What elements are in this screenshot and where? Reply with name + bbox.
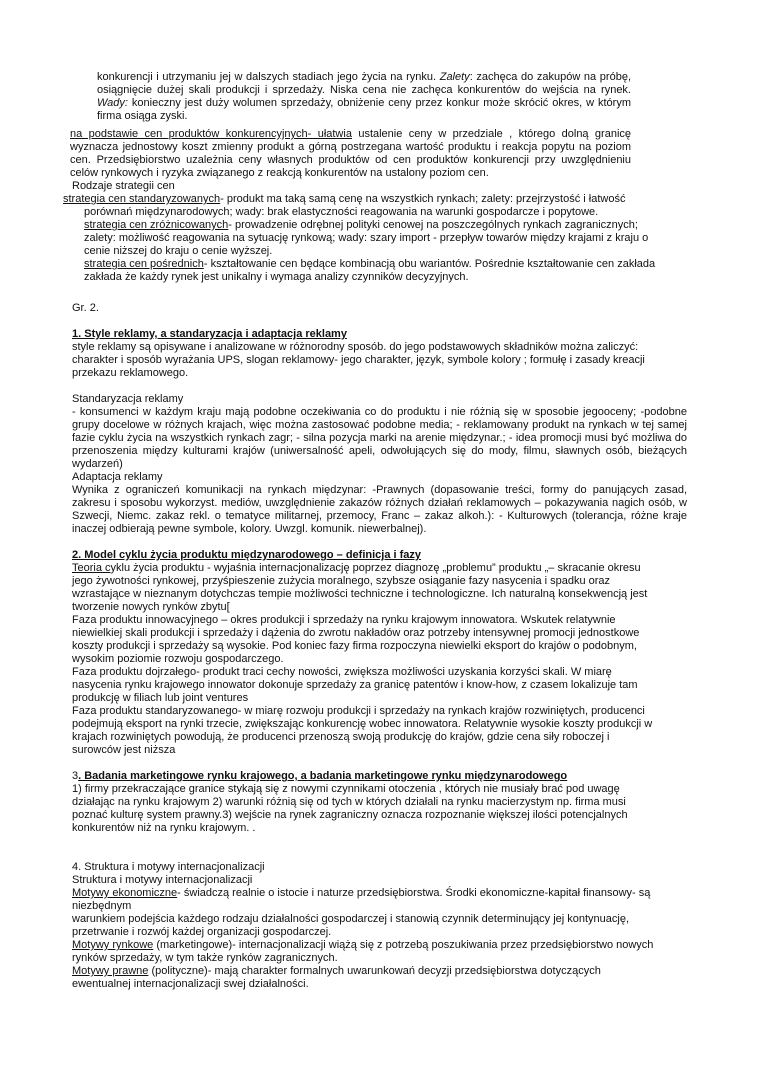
- strategy-types-heading: Rodzaje strategii cen: [72, 180, 175, 192]
- competitor-pricing-term: na podstawie cen produktów konkurencyjnych- ułatwia: [70, 128, 352, 140]
- group-label: Gr. 2.: [72, 302, 99, 314]
- strategy-term: strategia cen standaryzowanych: [63, 193, 221, 205]
- standardized-phase: Faza produktu standaryzowanego- w miarę rozwoju produkcji i sprzedaży na rynkach krajów rozwiniętych, producenci podejmują eksport na rynki trzecie, zwiększając konkurencję wobec innowatora. Relatywnie wysokie koszty produkcji w krajach rozwiniętych powodują, że producenci przenoszą swoją produkcję do krajów, gdzie cena siły roboczej i surowców jest niższa: [72, 705, 653, 756]
- section-2-heading: 2. Model cyklu życia produktu międzynarodowego – definicja i fazy: [72, 549, 422, 561]
- market-motives: Motywy rynkowe (marketingowe)- internacjonalizacji wiążą się z potrzebą poszukiwania przez przedsiębiorstwo nowych rynków sprzedaży, w tym także rynków zagranicznych.: [72, 939, 654, 964]
- section-3-paragraph: 1) firmy przekraczające granice stykają się z nowymi czynnikami otoczenia , których nie musiały brać pod uwagę działając na rynku krajowym 2) warunki różnią się od tych w których działali na rynku macierzystym np. firma musi poznać kulturę system prawny.3) wejście na rynek zagraniczny oznacza rozpoznanie większej ilości potencjalnych konkurentów niż na rynku krajowym. .: [72, 783, 628, 834]
- legal-motives: Motywy prawne (polityczne)- mają charakter formalnych uwarunkowań decyzji przedsiębiorstwa dotyczących ewentualnej internacjonalizacji swej działalności.: [72, 965, 601, 990]
- section-1-heading: 1. Style reklamy, a standaryzacja i adaptacja reklamy: [72, 328, 347, 340]
- product-life-cycle-theory: Teoria cyklu życia produktu - wyjaśnia internacjonalizację poprzez diagnozę „problemu” produktu „– skracanie okresu jego żywotności rynkowej, przyśpieszenie zużycia moralnego, szybsze osiąganie fazy nasycenia i spadku oraz wzrastające w nieznanym dotychczas tempie możliwości techniczne i technologiczne. Ich naturalną konsekwencją jest tworzenie nowych rynków zbytu[: [72, 562, 648, 613]
- advantages-label: Zalety: [439, 71, 470, 83]
- economic-motives: Motywy ekonomiczne- świadczą realnie o istocie i naturze przedsiębiorstwa. Środki ekonomiczne-kapitał finansowy- są niezbędnym warunkiem podejścia każdego rodzaju działalności gospodarczej i stanowią czynnik determinujący jej kontynuację, przetrwanie i rozwój każdej organizacji gospodarczej.: [72, 887, 651, 938]
- section-1-intro: style reklamy są opisywane i analizowane w różnorodny sposób. do jego podstawowych składników można zaliczyć: charakter i sposób wyrażania UPS, slogan reklamowy- jego charakter, język, symbole kolory ; formułę i zasady kreacji przekazu reklamowego.: [72, 341, 645, 379]
- section-3-heading: 3. Badania marketingowe rynku krajowego, a badania marketingowe rynku międzynarodowego: [72, 770, 568, 782]
- mature-phase: Faza produktu dojrzałego- produkt traci cechy nowości, zwiększa możliwości uzyskania korzyści skali. W miarę nasycenia rynku krajowego innowator dokonuje sprzedaży za granicę patentów i know-how, z czasem lokalizuje tam produkcję w filiach lub joint ventures: [72, 666, 638, 704]
- standardization-heading: Standaryzacja reklamy: [72, 393, 184, 405]
- disadvantages-label: Wady:: [97, 96, 128, 109]
- adaptation-heading: Adaptacja reklamy: [72, 471, 163, 483]
- adaptation-paragraph: Wynika z ograniczeń komunikacji na rynkach międzynar: -Prawnych (dopasowanie treści, formy do panujących zasad, zakresu i sposobu wykorzyst. mediów, uwzględnienie zakazów różnych działań reklamowych – pokazywania nagich osób, w Szwecji, Niemc. zakaz rekl. o tematyce militarnej, przemocy, Franc – zakaz alkoh.): - Kulturowych (tolerancja, różne kraje inaczej odbierają pewne symbole, kolory. Uwzgl. komunik. niewerbalnej).: [72, 484, 687, 535]
- competitor-pricing-paragraph: na podstawie cen produktów konkurencyjnych- ułatwia ustalenie ceny w przedziale , którego dolną granicę wyznacza jednostowy koszt zmienny produkt a górną postrzegana wartość produktu i reakcja popytu na poziom cen. Przedsiębiorstwo uzależnia ceny własnych produktów od cen produktów konkurencji przy uwzględnieniu celów rynkowych i ryzyka związanego z reakcją konkurentów na ustalony poziom cen.: [70, 128, 632, 179]
- strategy-term: strategia cen zróżnicowanych: [84, 219, 229, 231]
- low-price-strategy-paragraph: konkurencji i utrzymaniu jej w dalszych stadiach jego życia na rynku. Zalety: zachęca do zakupów na próbę, osiągnięcie dużej skali produkcji i sprzedaży. Niska cena nie zachęca konkurentów do wejścia na rynek. Wady: konieczny jest duży wolumen sprzedaży, obniżenie ceny przez konkur może skrócić okres, w którym firma osiąga zyski.: [97, 71, 631, 122]
- section-4-subheading: Struktura i motywy internacjonalizacji: [72, 874, 253, 886]
- innovative-phase: Faza produktu innowacyjnego – okres produkcji i sprzedaży na rynku krajowym innowatora. Wskutek relatywnie niewielkiej skali produkcji i sprzedaży i dążenia do zwrotu nakładów oraz potrzeby intensywnej promocji jednostkowe koszty produkcji i sprzedaży są wysokie. Pod koniec fazy firma rozpoczyna niewielki eksport do krajów o podobnym, wysokim poziomie rozwoju gospodarczego.: [72, 614, 640, 665]
- market-motives-term: Motywy rynkowe: [72, 939, 154, 951]
- strategy-standardized: strategia cen standaryzowanych- produkt ma taką samą cenę na wszystkich rynkach; zalety: przejrzystość i łatwość porównań międzynarodowych; wady: brak elastyczności reagowania na warunki gospodarcze i popytowe.: [63, 193, 626, 218]
- legal-motives-term: Motywy prawne: [72, 965, 149, 977]
- economic-motives-term: Motywy ekonomiczne: [72, 887, 178, 899]
- theory-term: Teoria c: [72, 562, 111, 574]
- section-4-heading: 4. Struktura i motywy internacjonalizacji: [72, 861, 265, 873]
- standardization-paragraph: - konsumenci w każdym kraju mają podobne oczekiwania co do produktu i nie różnią się w sposobie jegooceny; -podobne grupy docelowe w różnych krajach, więc można zastosować podobne media; - reklamowany produkt na rynkach w tej samej fazie cyklu życia na wszystkich rynkach zagr; - silna pozycja marki na arenie międzynar.; - idea promocji musi być możliwa do przenoszenia między kulturami krajów (uniwersalność apeli, odwołujących się do mody, filmu, sławnych osób, bieżących wydarzeń): [72, 406, 687, 470]
- strategy-intermediate: strategia cen pośrednich- kształtowanie cen będące kombinacją obu wariantów. Pośrednie kształtowanie cen zakłada zakłada że każdy rynek jest unikalny i wymaga analizy czynników decyzyjnych.: [84, 258, 656, 283]
- strategy-term: strategia cen pośrednich: [84, 258, 204, 270]
- strategy-differentiated: strategia cen zróżnicowanych- prowadzenie odrębnej polityki cenowej na poszczególnych rynkach zagranicznych; zalety: możliwość reagowania na sytuację rynkową; wady: szary import - przepływ towarów między krajami z kraju o cenie niższej do kraju o cenie wyższej.: [84, 219, 649, 257]
